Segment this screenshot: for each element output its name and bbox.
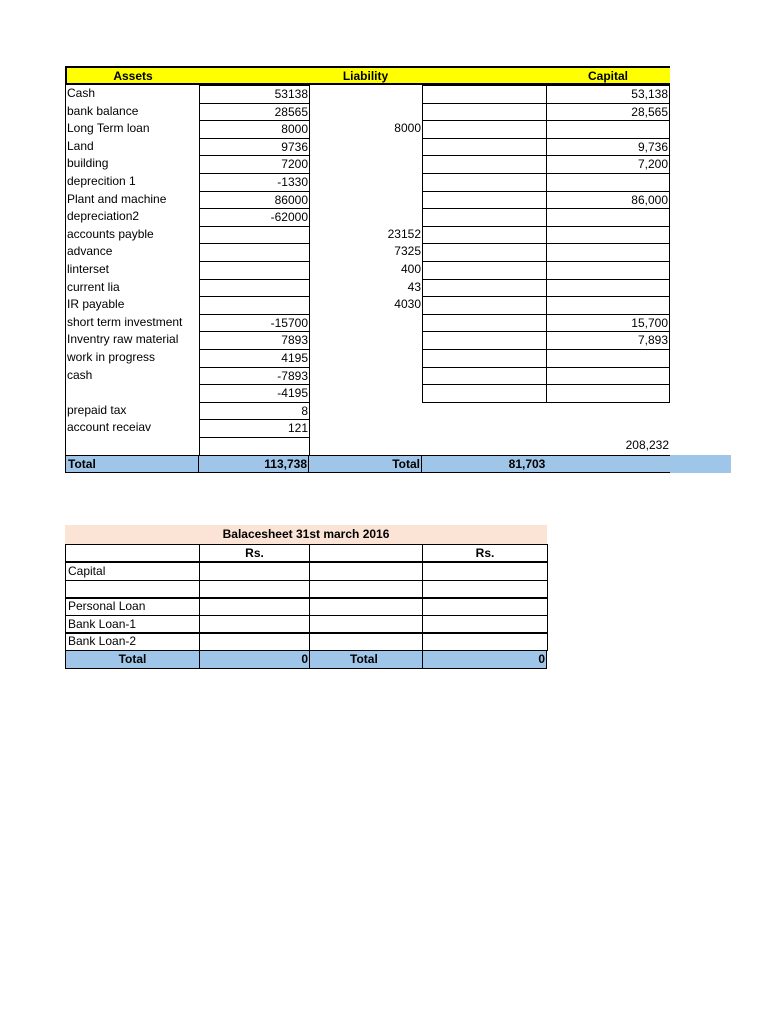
capital-blank-cell bbox=[422, 261, 547, 280]
row-liability bbox=[309, 349, 422, 368]
row-capital bbox=[546, 279, 670, 297]
row-label: account receiav bbox=[67, 420, 152, 434]
rs-header: Rs. bbox=[422, 544, 548, 562]
row-capital bbox=[546, 261, 670, 280]
row-amount: -1330 bbox=[199, 173, 310, 192]
left-border bbox=[65, 85, 66, 457]
row-liability bbox=[309, 384, 422, 403]
row-liability: 23152 bbox=[387, 227, 421, 241]
balance-cell bbox=[422, 632, 548, 651]
assets-total-label: Total bbox=[65, 455, 199, 473]
row-liability: 7325 bbox=[394, 244, 421, 258]
row-amount: 121 bbox=[199, 419, 310, 438]
capital-blank-cell bbox=[422, 138, 547, 156]
row-label: deprecition 1 bbox=[67, 174, 136, 188]
capital-blank-cell bbox=[422, 226, 547, 244]
capital-total-value: 81,703 bbox=[422, 455, 670, 473]
row-capital bbox=[546, 243, 670, 262]
row-amount: 9736 bbox=[199, 138, 310, 156]
capital-blank-cell bbox=[422, 120, 547, 139]
row-amount: -62000 bbox=[199, 208, 310, 227]
row-liability bbox=[309, 208, 422, 227]
header-filler-2 bbox=[422, 66, 546, 85]
row-label: current lia bbox=[67, 280, 120, 294]
row-amount: 4195 bbox=[199, 349, 310, 368]
row-liability bbox=[309, 173, 422, 192]
balance-cell bbox=[309, 562, 423, 581]
balance-total-value-left: 0 bbox=[199, 650, 310, 669]
capital-blank-cell bbox=[422, 296, 547, 315]
row-amount: -15700 bbox=[199, 314, 310, 332]
balance-cell bbox=[422, 562, 548, 581]
assets-total-value: 113,738 bbox=[199, 455, 309, 473]
capital-blank-cell bbox=[422, 243, 547, 262]
capital-blank-cell bbox=[422, 85, 547, 104]
row-capital bbox=[546, 208, 670, 227]
capital-blank-cell bbox=[422, 208, 547, 227]
row-capital bbox=[546, 120, 670, 139]
row-amount bbox=[199, 296, 310, 315]
row-liability bbox=[309, 419, 422, 438]
row-capital: 15,700 bbox=[546, 314, 670, 332]
balance-cell bbox=[199, 562, 310, 581]
row-capital: 7,893 bbox=[546, 331, 670, 350]
capital-blank-cell bbox=[422, 103, 547, 121]
balance-cell bbox=[309, 597, 423, 616]
row-liability: 8000 bbox=[394, 121, 421, 135]
balance-total-label-right: Total bbox=[309, 650, 423, 669]
row-amount bbox=[199, 243, 310, 262]
row-label: accounts payble bbox=[67, 227, 154, 241]
row-liability bbox=[309, 437, 422, 456]
balance-cell bbox=[199, 597, 310, 616]
row-capital: 86,000 bbox=[546, 191, 670, 209]
row-liability bbox=[309, 402, 422, 420]
capital-blank-cell bbox=[422, 349, 547, 368]
row-label: short term investment bbox=[67, 315, 183, 329]
assets-header: Assets bbox=[65, 66, 199, 85]
row-label: linterset bbox=[67, 262, 110, 276]
row-capital: 9,736 bbox=[546, 138, 670, 156]
row-amount: -7893 bbox=[199, 367, 310, 385]
row-amount: -4195 bbox=[199, 384, 310, 403]
row-label: bank balance bbox=[67, 104, 139, 118]
blank-header bbox=[309, 544, 423, 562]
row-liability bbox=[309, 103, 422, 121]
row-capital bbox=[546, 367, 670, 385]
capital-blank-cell bbox=[422, 191, 547, 209]
row-capital: 28,565 bbox=[546, 103, 670, 121]
row-label bbox=[65, 437, 199, 456]
row-capital: 53,138 bbox=[546, 85, 670, 104]
row-amount bbox=[199, 437, 310, 456]
row-label: Cash bbox=[67, 86, 96, 100]
row-capital bbox=[546, 173, 670, 192]
row-label: Long Term loan bbox=[67, 121, 150, 135]
row-label: Land bbox=[67, 139, 94, 153]
row-label: advance bbox=[67, 244, 113, 258]
row-liability bbox=[309, 155, 422, 174]
row-amount: 8 bbox=[199, 402, 310, 420]
liability-header: Liability bbox=[309, 66, 422, 85]
capital-blank-cell bbox=[422, 173, 547, 192]
row-amount bbox=[199, 226, 310, 244]
capital-blank-cell bbox=[422, 279, 547, 297]
row-amount: 53138 bbox=[199, 85, 310, 104]
row-amount: 86000 bbox=[199, 191, 310, 209]
row-liability bbox=[309, 331, 422, 350]
capital-blank-cell bbox=[422, 155, 547, 174]
row-label: work in progress bbox=[67, 350, 156, 364]
row-amount: 7200 bbox=[199, 155, 310, 174]
row-capital bbox=[546, 384, 670, 403]
row-amount: 7893 bbox=[199, 331, 310, 350]
row-liability: 400 bbox=[400, 262, 421, 276]
balance-row-label: Bank Loan-2 bbox=[65, 632, 200, 651]
capital-blank-cell bbox=[422, 331, 547, 350]
row-amount bbox=[199, 261, 310, 280]
row-amount: 8000 bbox=[199, 120, 310, 139]
row-liability bbox=[309, 191, 422, 209]
balance-total-value-right: 0 bbox=[422, 650, 547, 669]
row-label bbox=[65, 384, 199, 403]
liability-total-label: Total bbox=[309, 455, 422, 473]
balance-total-label-left: Total bbox=[65, 650, 200, 669]
row-capital bbox=[546, 419, 670, 438]
row-capital: 208,232 bbox=[625, 438, 669, 452]
row-liability bbox=[309, 314, 422, 332]
row-capital bbox=[546, 296, 670, 315]
capital-header: Capital bbox=[546, 66, 670, 85]
row-liability bbox=[309, 138, 422, 156]
row-liability: 4030 bbox=[394, 297, 421, 311]
row-label: building bbox=[67, 156, 109, 170]
balance-row-label: Bank Loan-1 bbox=[65, 615, 200, 634]
row-label: depreciation2 bbox=[67, 209, 140, 223]
row-liability bbox=[309, 85, 422, 104]
row-label: Plant and machine bbox=[67, 192, 167, 206]
balance-sheet-title: Balacesheet 31st march 2016 bbox=[65, 525, 547, 544]
row-label: cash bbox=[67, 368, 93, 382]
row-capital: 7,200 bbox=[546, 155, 670, 174]
row-label: IR payable bbox=[67, 297, 125, 311]
row-capital bbox=[546, 226, 670, 244]
row-label: Inventry raw material bbox=[67, 332, 179, 346]
capital-blank-cell bbox=[422, 314, 547, 332]
capital-blank-cell bbox=[422, 384, 547, 403]
total-row-extension bbox=[670, 455, 731, 473]
balance-cell bbox=[309, 632, 423, 651]
rs-header: Rs. bbox=[199, 544, 310, 562]
balance-row-label: Personal Loan bbox=[65, 597, 200, 616]
row-liability: 43 bbox=[407, 280, 421, 294]
balance-cell bbox=[422, 597, 548, 616]
row-label: prepaid tax bbox=[67, 403, 127, 417]
row-amount bbox=[199, 279, 310, 297]
row-capital bbox=[546, 349, 670, 368]
balance-cell bbox=[199, 632, 310, 651]
header-filler bbox=[199, 66, 309, 85]
row-capital bbox=[546, 402, 670, 420]
blank-header bbox=[65, 544, 200, 562]
row-amount: 28565 bbox=[199, 103, 310, 121]
capital-blank-cell bbox=[422, 367, 547, 385]
balance-row-label: Capital bbox=[65, 562, 200, 581]
row-liability bbox=[309, 367, 422, 385]
